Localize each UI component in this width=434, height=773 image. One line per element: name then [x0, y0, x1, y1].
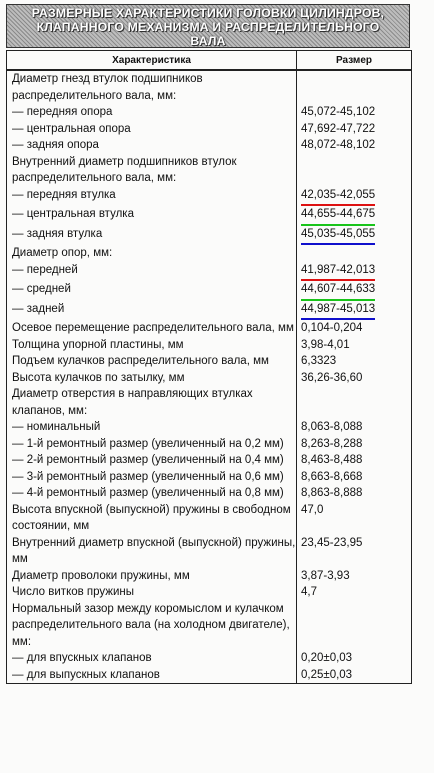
characteristic-cell: Внутренний диаметр впускной (выпускной) пружины, мм	[7, 535, 297, 568]
header-size: Размер	[297, 51, 412, 71]
characteristic-cell: — центральная втулка	[7, 206, 297, 226]
size-cell	[297, 386, 412, 419]
size-cell: 45,072-45,102	[297, 104, 412, 121]
size-cell	[297, 70, 412, 104]
characteristic-cell: Высота впускной (выпускной) пружины в свободном состоянии, мм	[7, 502, 297, 535]
table-row	[7, 667, 412, 684]
characteristic-cell: Диаметр гнезд втулок подшипников распределительного вала, мм:	[7, 70, 297, 104]
size-cell: 6,3323	[297, 353, 412, 370]
table-row	[7, 584, 412, 601]
underlined-value: 44,607-44,633	[301, 281, 375, 301]
characteristic-cell: — 2-й ремонтный размер (увеличенный на 0,4 мм)	[7, 452, 297, 469]
title-line: КЛАПАННОГО МЕХАНИЗМА И РАСПРЕДЕЛИТЕЛЬНОГО	[36, 20, 380, 34]
characteristic-cell: — передняя втулка	[7, 187, 297, 207]
characteristic-cell: Диаметр отверстия в направляющих втулках клапанов, мм:	[7, 386, 297, 419]
characteristic-cell: — передней	[7, 262, 297, 282]
table-row	[7, 370, 412, 387]
underlined-value: 44,655-44,675	[301, 206, 375, 226]
characteristic-cell: — 1-й ремонтный размер (увеличенный на 0,2 мм)	[7, 436, 297, 453]
table-row	[7, 320, 412, 337]
title-line: ВАЛА	[190, 34, 226, 48]
underlined-value: 44,987-45,013	[301, 301, 375, 321]
characteristic-cell: Число витков пружины	[7, 584, 297, 601]
size-cell	[297, 262, 412, 282]
size-cell	[297, 187, 412, 207]
table-row	[7, 436, 412, 453]
table-row	[7, 535, 412, 568]
size-cell: 8,863-8,888	[297, 485, 412, 502]
size-cell: 3,98-4,01	[297, 337, 412, 354]
table-row	[7, 187, 412, 207]
table-row	[7, 337, 412, 354]
characteristic-cell: — задней	[7, 301, 297, 321]
size-cell: 0,25±0,03	[297, 667, 412, 684]
title-line: РАЗМЕРНЫЕ ХАРАКТЕРИСТИКИ ГОЛОВКИ ЦИЛИНДРОВ,	[31, 6, 385, 20]
characteristic-cell: Толщина упорной пластины, мм	[7, 337, 297, 354]
table-row	[7, 262, 412, 282]
table-row	[7, 137, 412, 154]
table-row	[7, 104, 412, 121]
table-row	[7, 386, 412, 419]
characteristic-cell: Высота кулачков по затылку, мм	[7, 370, 297, 387]
table-row	[7, 419, 412, 436]
table-row	[7, 70, 412, 104]
size-cell: 8,663-8,668	[297, 469, 412, 486]
table-row	[7, 650, 412, 667]
underlined-value: 45,035-45,055	[301, 226, 375, 246]
characteristic-cell: Внутренний диаметр подшипников втулок распределительного вала, мм:	[7, 154, 297, 187]
size-cell: 23,45-23,95	[297, 535, 412, 568]
table-row	[7, 601, 412, 651]
spec-table	[6, 50, 412, 684]
characteristic-cell: — 4-й ремонтный размер (увеличенный на 0,8 мм)	[7, 485, 297, 502]
characteristic-cell: — для впускных клапанов	[7, 650, 297, 667]
characteristic-cell: — номинальный	[7, 419, 297, 436]
characteristic-cell: Нормальный зазор между коромыслом и кулачком распределительного вала (на холодном двигателе), мм:	[7, 601, 297, 651]
header-row	[7, 51, 412, 71]
characteristic-cell: — средней	[7, 281, 297, 301]
characteristic-cell: — задняя втулка	[7, 226, 297, 246]
characteristic-cell: Осевое перемещение распределительного вала, мм	[7, 320, 297, 337]
size-cell: 36,26-36,60	[297, 370, 412, 387]
table-row	[7, 301, 412, 321]
size-cell: 8,063-8,088	[297, 419, 412, 436]
size-cell: 48,072-48,102	[297, 137, 412, 154]
table-row	[7, 452, 412, 469]
size-cell: 47,692-47,722	[297, 121, 412, 138]
size-cell: 4,7	[297, 584, 412, 601]
header-characteristic: Характеристика	[7, 51, 297, 71]
table-row	[7, 485, 412, 502]
table-row	[7, 226, 412, 246]
table-row	[7, 121, 412, 138]
table-row	[7, 353, 412, 370]
table-body	[7, 70, 412, 684]
characteristic-cell: Диаметр опор, мм:	[7, 245, 297, 262]
table-row	[7, 206, 412, 226]
size-cell	[297, 226, 412, 246]
size-cell	[297, 601, 412, 651]
table-row	[7, 245, 412, 262]
size-cell: 47,0	[297, 502, 412, 535]
characteristic-cell: Подъем кулачков распределительного вала, мм	[7, 353, 297, 370]
table-row	[7, 469, 412, 486]
size-cell	[297, 154, 412, 187]
characteristic-cell: — 3-й ремонтный размер (увеличенный на 0,6 мм)	[7, 469, 297, 486]
size-cell	[297, 281, 412, 301]
table-row	[7, 568, 412, 585]
size-cell: 8,463-8,488	[297, 452, 412, 469]
size-cell: 0,104-0,204	[297, 320, 412, 337]
characteristic-cell: — центральная опора	[7, 121, 297, 138]
table-row	[7, 502, 412, 535]
size-cell: 0,20±0,03	[297, 650, 412, 667]
table-row	[7, 154, 412, 187]
size-cell	[297, 245, 412, 262]
table-title	[6, 4, 410, 48]
size-cell	[297, 301, 412, 321]
table-row	[7, 281, 412, 301]
characteristic-cell: — передняя опора	[7, 104, 297, 121]
size-cell: 3,87-3,93	[297, 568, 412, 585]
characteristic-cell: Диаметр проволоки пружины, мм	[7, 568, 297, 585]
size-cell: 8,263-8,288	[297, 436, 412, 453]
characteristic-cell: — задняя опора	[7, 137, 297, 154]
underlined-value: 41,987-42,013	[301, 262, 375, 282]
characteristic-cell: — для выпускных клапанов	[7, 667, 297, 684]
underlined-value: 42,035-42,055	[301, 187, 375, 207]
size-cell	[297, 206, 412, 226]
